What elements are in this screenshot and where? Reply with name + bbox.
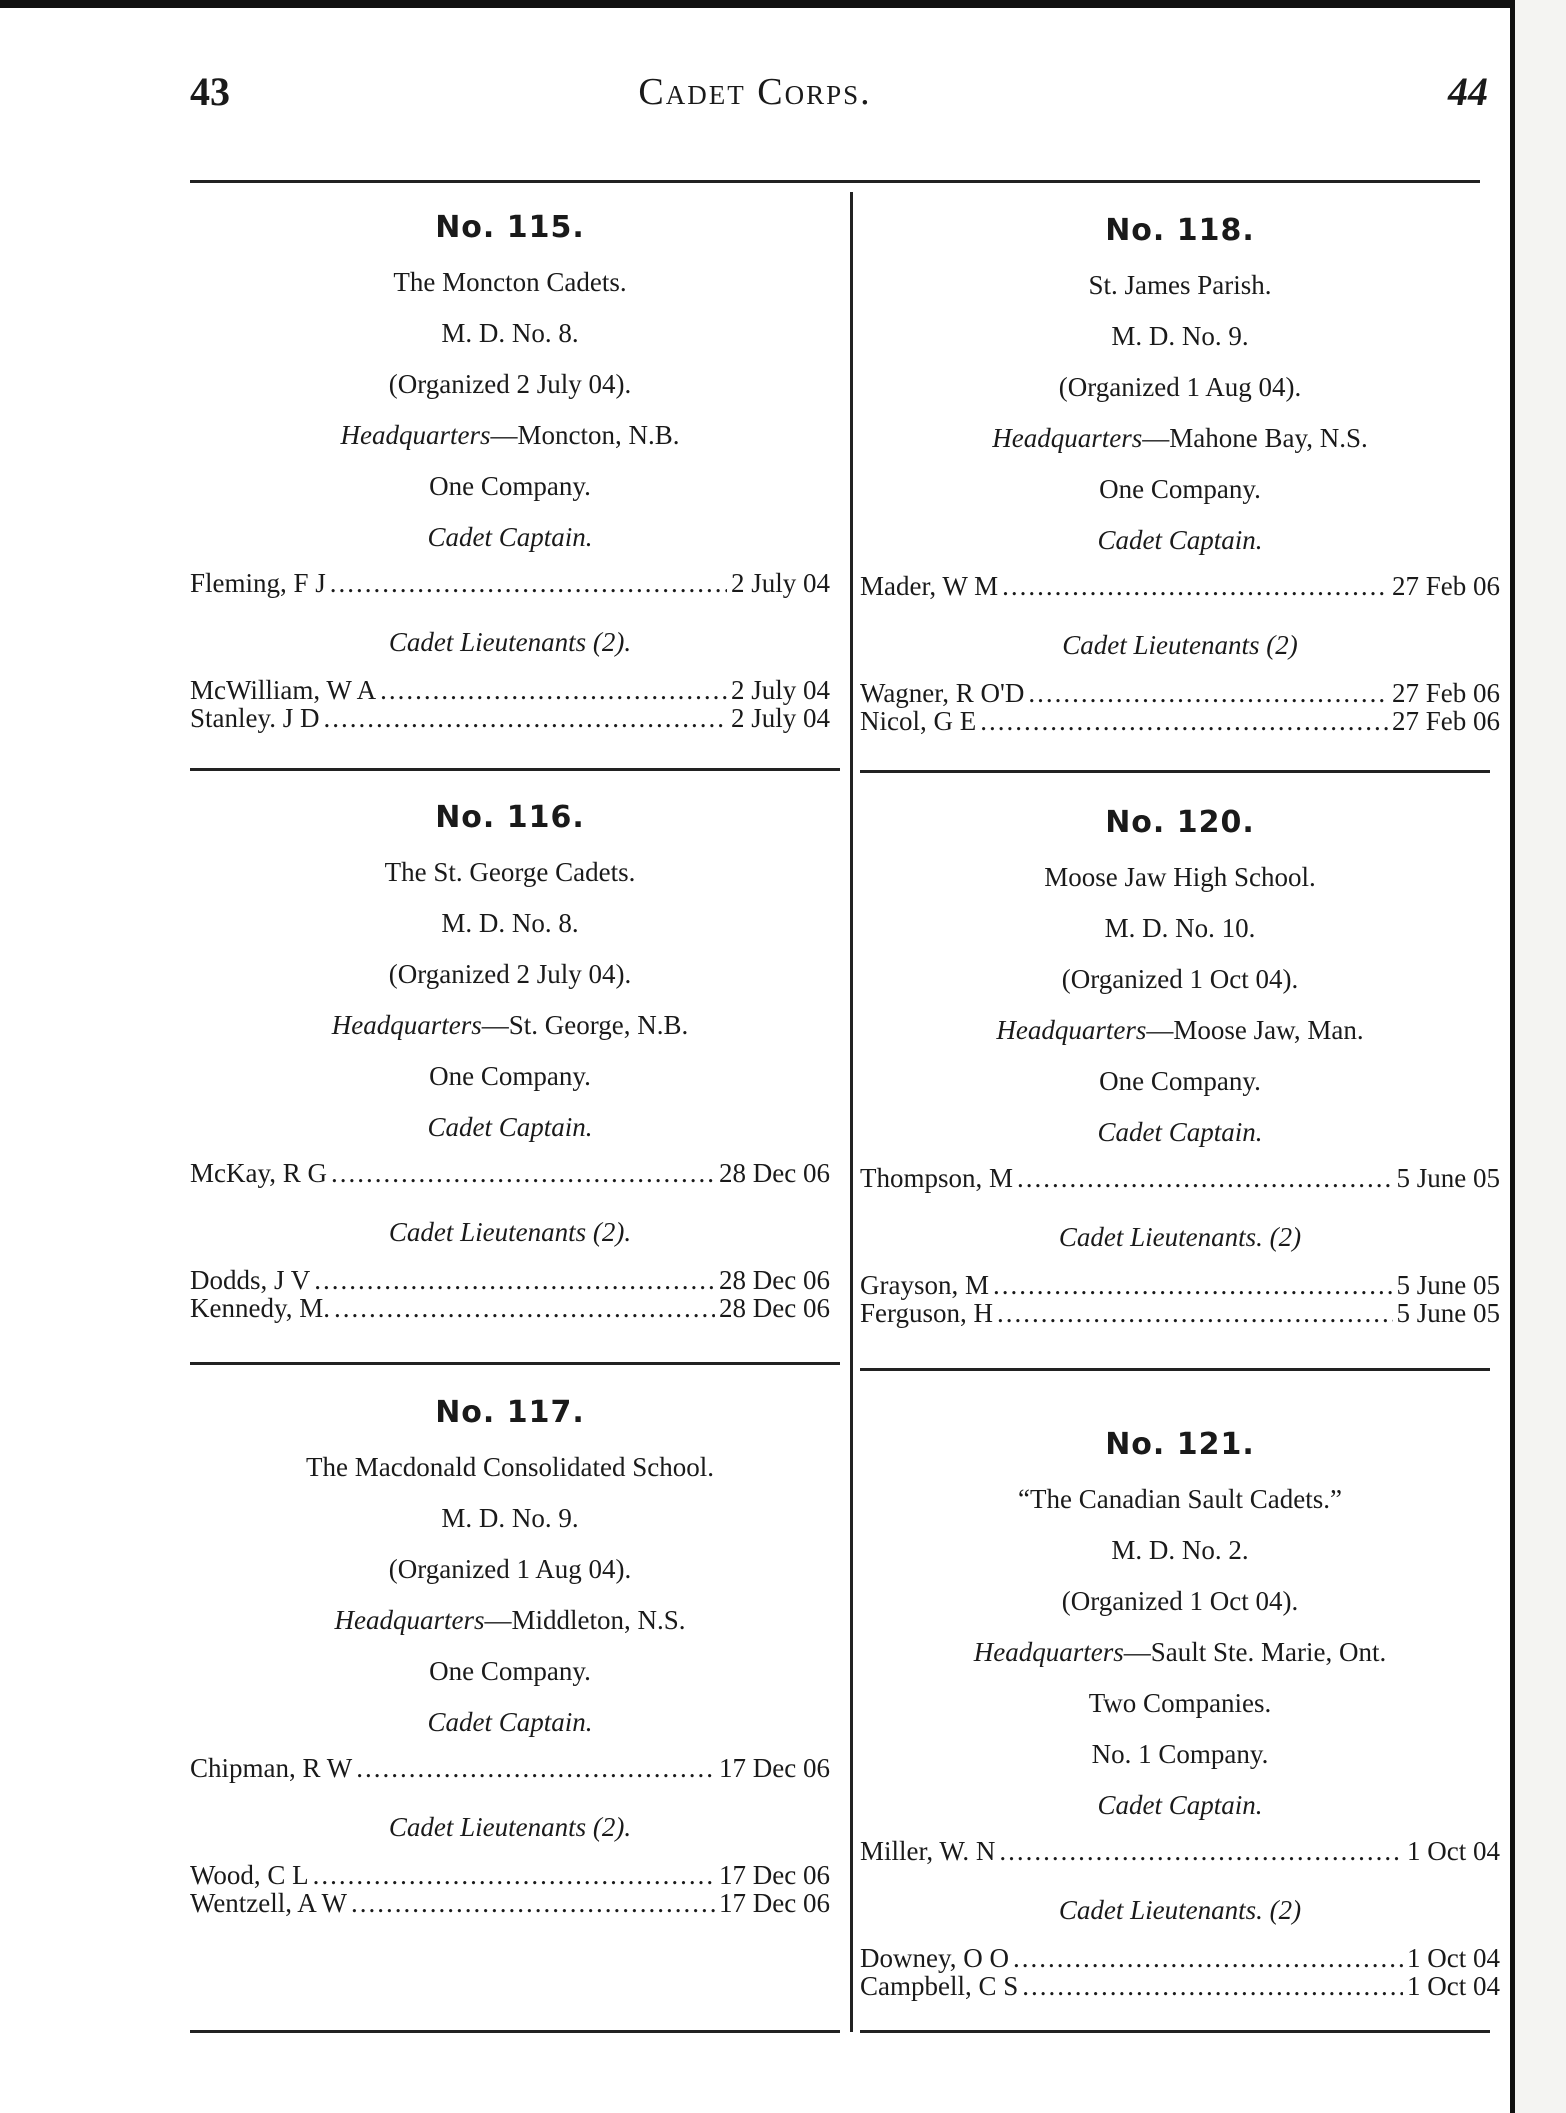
captain-row (190, 1159, 830, 1187)
captain-heading: Cadet Captain. (427, 522, 593, 552)
lieutenant-heading: Cadet Lieutenants (2). (388, 1812, 632, 1842)
headquarters (860, 1627, 1500, 1678)
military-district: M. D. No. 2. (1111, 1535, 1249, 1565)
headquarters-value: —Moncton, N.B. (490, 420, 680, 450)
headquarters-label: Headquarters (340, 420, 491, 450)
companies: One Company. (1099, 474, 1261, 504)
header-rule (190, 180, 1480, 183)
commission-date: 2 July 04 (730, 703, 830, 733)
organized-date: (Organized 1 Aug 04). (1058, 372, 1302, 402)
headquarters-label: Headquarters (996, 1015, 1147, 1045)
commission-date: 28 Dec 06 (719, 1158, 830, 1188)
corps-name: St. James Parish. (1088, 270, 1272, 300)
military-district: M. D. No. 10. (1104, 913, 1256, 943)
facing-page-margin (1515, 0, 1566, 2113)
commission-date: 1 Oct 04 (1407, 1943, 1500, 1973)
organized-date: (Organized 1 Oct 04). (1061, 964, 1299, 994)
officer-name: Grayson, M (860, 1270, 989, 1300)
corps-number: No. 115. (435, 210, 585, 245)
headquarters (190, 1000, 830, 1051)
officer-name: Campbell, C S (860, 1971, 1019, 2001)
officer-name: Stanley. J D (190, 703, 320, 733)
leader-dots (1028, 679, 1388, 707)
lieutenant-row (860, 1299, 1500, 1327)
headquarters (190, 410, 830, 461)
companies: Two Companies. (1088, 1688, 1272, 1718)
headquarters-value: —Sault Ste. Marie, Ont. (1123, 1637, 1387, 1667)
lieutenant-row (190, 676, 830, 704)
leader-dots (999, 1837, 1403, 1865)
page-header (0, 68, 1510, 128)
lieutenant-row (860, 1972, 1500, 2000)
corps-name: “The Canadian Sault Cadets.” (1018, 1484, 1342, 1514)
headquarters (860, 413, 1500, 464)
running-title: Cadet Corps. (638, 71, 872, 113)
captain-row (860, 572, 1500, 600)
captain-row (860, 1837, 1500, 1865)
headquarters (190, 1595, 830, 1646)
commission-date: 27 Feb 06 (1392, 678, 1500, 708)
commission-date: 27 Feb 06 (1392, 571, 1500, 601)
section-rule (190, 1362, 840, 1365)
leader-dots (1017, 1164, 1392, 1192)
commission-date: 17 Dec 06 (719, 1888, 830, 1918)
captain-heading: Cadet Captain. (1097, 525, 1263, 555)
leader-dots (356, 1754, 715, 1782)
organized-date: (Organized 1 Oct 04). (1061, 1586, 1299, 1616)
corps-name: The St. George Cadets. (384, 857, 636, 887)
company-subheading: No. 1 Company. (1091, 1739, 1269, 1769)
commission-date: 27 Feb 06 (1392, 706, 1500, 736)
companies: One Company. (429, 471, 591, 501)
leader-dots (331, 1159, 715, 1187)
corps-name: Moose Jaw High School. (1044, 862, 1316, 892)
section-rule (860, 1368, 1490, 1371)
commission-date: 1 Oct 04 (1407, 1836, 1500, 1866)
captain-row (190, 1754, 830, 1782)
commission-date: 1 Oct 04 (1407, 1971, 1500, 2001)
captain-row (860, 1164, 1500, 1192)
officer-name: Wagner, R O'D (860, 678, 1025, 708)
commission-date: 28 Dec 06 (719, 1293, 830, 1323)
corps-number: No. 118. (1105, 213, 1255, 248)
captain-heading: Cadet Captain. (1097, 1117, 1263, 1147)
leader-dots (1002, 572, 1388, 600)
lieutenant-row (860, 679, 1500, 707)
corps-entry (190, 205, 830, 732)
corps-number: No. 120. (1105, 805, 1255, 840)
lieutenant-heading: Cadet Lieutenants (2). (388, 1217, 632, 1247)
leader-dots (993, 1271, 1393, 1299)
officer-name: Wood, C L (190, 1860, 309, 1890)
corps-name: The Macdonald Consolidated School. (306, 1452, 714, 1482)
lieutenant-row (860, 1944, 1500, 1972)
officer-name: McWilliam, W A (190, 675, 377, 705)
leader-dots (380, 676, 727, 704)
lieutenant-row (860, 707, 1500, 735)
companies: One Company. (429, 1656, 591, 1686)
lieutenant-row (860, 1271, 1500, 1299)
leader-dots (980, 707, 1388, 735)
leader-dots (334, 1294, 715, 1322)
top-border (0, 0, 1566, 8)
companies: One Company. (1099, 1066, 1261, 1096)
lieutenant-row (190, 704, 830, 732)
captain-row (190, 569, 830, 597)
commission-date: 5 June 05 (1396, 1298, 1500, 1328)
commission-date: 2 July 04 (730, 675, 830, 705)
corps-entry (190, 795, 830, 1322)
lieutenant-row (190, 1294, 830, 1322)
corps-entry (860, 208, 1500, 735)
page-number: 43 (190, 69, 230, 114)
companies: One Company. (429, 1061, 591, 1091)
officer-name: McKay, R G (190, 1158, 327, 1188)
section-rule (860, 770, 1490, 773)
officer-name: Wentzell, A W (190, 1888, 348, 1918)
section-rule (190, 2030, 840, 2033)
corps-entry (190, 1390, 830, 1917)
facing-page-number: 44 (1448, 69, 1488, 114)
officer-name: Chipman, R W (190, 1753, 353, 1783)
corps-number: No. 117. (435, 1395, 585, 1430)
leader-dots (330, 569, 727, 597)
leader-dots (1022, 1972, 1403, 2000)
headquarters (860, 1005, 1500, 1056)
officer-name: Dodds, J V (190, 1265, 311, 1295)
leader-dots (324, 704, 727, 732)
captain-heading: Cadet Captain. (1097, 1790, 1263, 1820)
lieutenant-heading: Cadet Lieutenants (2) (1062, 630, 1298, 660)
lieutenant-row (190, 1861, 830, 1889)
corps-entry (860, 800, 1500, 1327)
military-district: M. D. No. 9. (1111, 321, 1249, 351)
officer-name: Downey, O O (860, 1943, 1009, 1973)
corps-name: The Moncton Cadets. (393, 267, 627, 297)
headquarters-value: —Mahone Bay, N.S. (1142, 423, 1368, 453)
military-district: M. D. No. 8. (441, 908, 579, 938)
headquarters-value: —St. George, N.B. (481, 1010, 689, 1040)
corps-entry (860, 1422, 1500, 2000)
commission-date: 17 Dec 06 (719, 1753, 830, 1783)
headquarters-label: Headquarters (334, 1605, 485, 1635)
section-rule (860, 2030, 1490, 2033)
officer-name: Miller, W. N (860, 1836, 996, 1866)
commission-date: 2 July 04 (730, 568, 830, 598)
commission-date: 5 June 05 (1396, 1163, 1500, 1193)
leader-dots (314, 1266, 715, 1294)
leader-dots (997, 1299, 1392, 1327)
leader-dots (313, 1861, 715, 1889)
section-rule (190, 768, 840, 771)
officer-name: Mader, W M (860, 571, 999, 601)
column-divider (850, 192, 853, 2032)
commission-date: 28 Dec 06 (719, 1265, 830, 1295)
headquarters-label: Headquarters (973, 1637, 1124, 1667)
organized-date: (Organized 2 July 04). (388, 959, 632, 989)
organized-date: (Organized 1 Aug 04). (388, 1554, 632, 1584)
organized-date: (Organized 2 July 04). (388, 369, 632, 399)
lieutenant-row (190, 1266, 830, 1294)
headquarters-value: —Moose Jaw, Man. (1146, 1015, 1364, 1045)
officer-name: Thompson, M (860, 1163, 1014, 1193)
leader-dots (351, 1889, 715, 1917)
lieutenant-heading: Cadet Lieutenants. (2) (1058, 1895, 1302, 1925)
military-district: M. D. No. 9. (441, 1503, 579, 1533)
commission-date: 5 June 05 (1396, 1270, 1500, 1300)
officer-name: Kennedy, M. (190, 1293, 330, 1323)
captain-heading: Cadet Captain. (427, 1707, 593, 1737)
captain-heading: Cadet Captain. (427, 1112, 593, 1142)
corps-number: No. 116. (435, 800, 585, 835)
leader-dots (1013, 1944, 1403, 1972)
headquarters-label: Headquarters (992, 423, 1143, 453)
lieutenant-row (190, 1889, 830, 1917)
lieutenant-heading: Cadet Lieutenants. (2) (1058, 1222, 1302, 1252)
officer-name: Fleming, F J (190, 568, 326, 598)
commission-date: 17 Dec 06 (719, 1860, 830, 1890)
military-district: M. D. No. 8. (441, 318, 579, 348)
corps-number: No. 121. (1105, 1427, 1255, 1462)
officer-name: Nicol, G E (860, 706, 977, 736)
headquarters-value: —Middleton, N.S. (484, 1605, 686, 1635)
headquarters-label: Headquarters (331, 1010, 482, 1040)
officer-name: Ferguson, H (860, 1298, 994, 1328)
lieutenant-heading: Cadet Lieutenants (2). (388, 627, 632, 657)
